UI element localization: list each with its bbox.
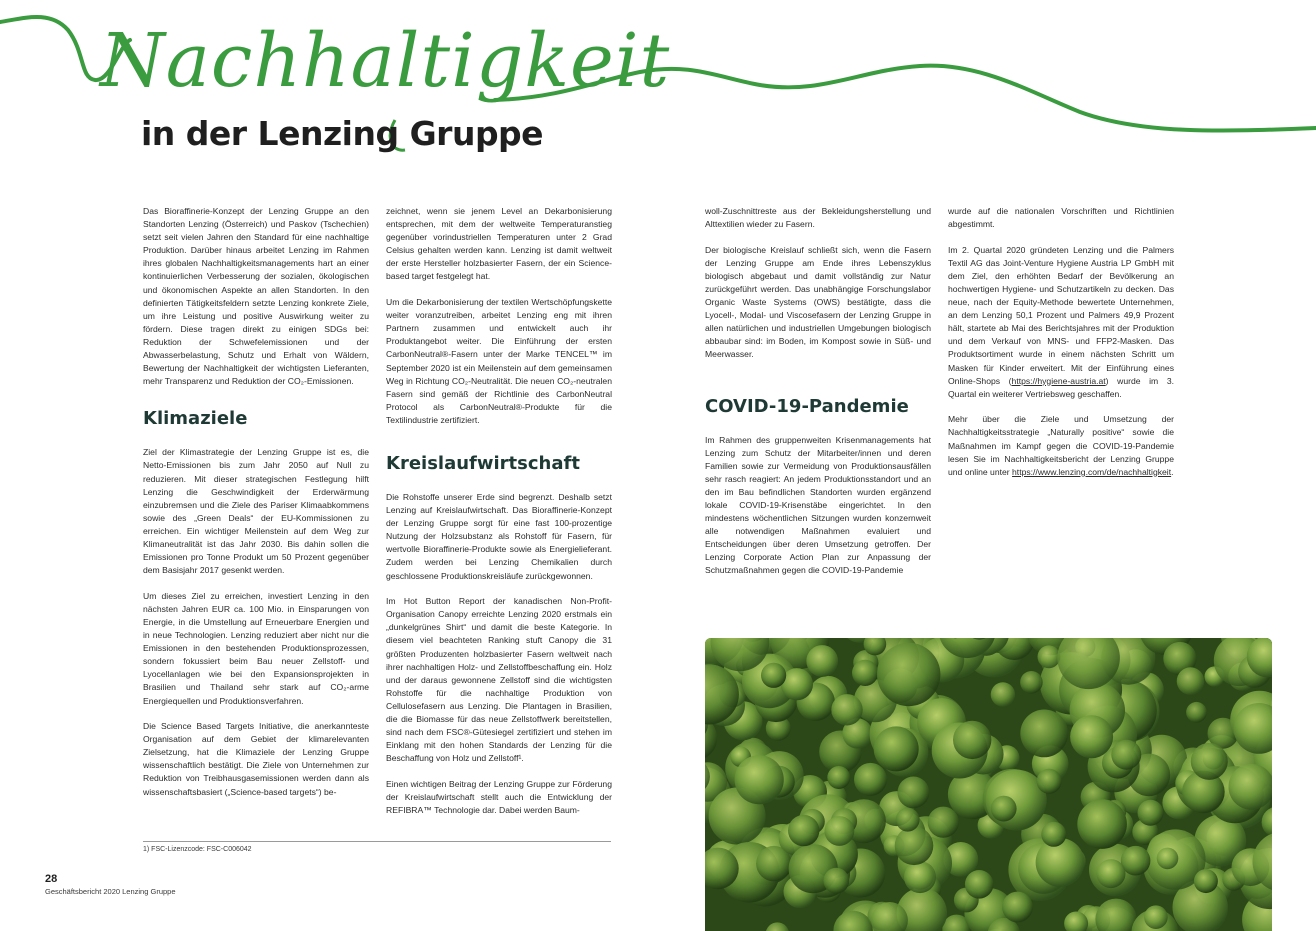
script-title: Nachhaltigkeit <box>100 18 671 104</box>
heading-kreislaufwirtschaft: Kreislaufwirtschaft <box>386 453 580 474</box>
heading-klimaziele: Klimaziele <box>143 408 248 430</box>
forest-aerial-photo <box>705 638 1272 931</box>
paragraph <box>948 244 1174 401</box>
paragraph: woll-Zuschnittreste aus der Bekleidungsherstellung und Alttextilien wieder zu Fasern. <box>705 206 931 230</box>
text-column-1 <box>143 205 369 811</box>
paragraph: wurde auf die nationalen Vorschriften und Richtlinien abgestimmt. <box>948 206 1174 230</box>
lenzing-sustainability-link[interactable]: https://www.lenzing.com/de/nachhaltigkeit <box>1012 466 1172 477</box>
text: Mehr über die Ziele und Umsetzung der Nachhaltigkeitsstrategie „Naturally positive“ sowie die Maßnahmen im Kampf gegen die COVID-19-Pandemie lesen Sie im Nachhaltigkeitsbericht der Lenzing Gruppe und online unter <box>948 414 1174 477</box>
page-title: in der Lenzing Gruppe <box>141 114 544 153</box>
heading-covid: COVID-19-Pandemie <box>705 395 909 417</box>
forest-canopy-image <box>705 638 1272 931</box>
paragraph: Die Science Based Targets Initiative, die anerkannteste Organisation auf dem Gebiet der klimarelevanten Zielsetzung, hat die Klimaziele der Lenzing Gruppe wissenschaftlich bestätigt. Die Ziele von Unternehmen zur Reduktion von Treibhausgasemissionen werden dann als wissenschaftsbasiert („Science-based targets“) be- <box>143 721 369 797</box>
paragraph <box>948 413 1174 478</box>
paragraph: Im Rahmen des gruppenweiten Krisenmanagements hat Lenzing zum Schutz der Mitarbeiter/innen und deren Familien sowie zur Vermeidung von Produktionsausfällen sehr rasch reagiert: An jedem Produktionsstandort und an den im Bau befindlichen Standorten wurden ergänzend lokale COVID-19-Krisenstäbe eingerichtet. In den mindestens wöchentlichen Sitzungen wurden konzernweit alle notwendigen Maßnahmen evaluiert und Entscheidungen über deren Umsetzung getroffen. Der Lenzing Corporate Action Plan zur Anpassung der Schutzmaßnahmen gegen die COVID-19-Pandemie <box>705 434 931 576</box>
text-column-4 <box>948 205 1174 491</box>
page-label: Geschäftsbericht 2020 Lenzing Gruppe <box>45 887 176 896</box>
paragraph: Einen wichtigen Beitrag der Lenzing Gruppe zur Förderung der Kreislaufwirtschaft stellt auch die Entwicklung der REFIBRA™ Technologie dar. Dabei werden Baum- <box>386 778 612 816</box>
paragraph: Der biologische Kreislauf schließt sich, wenn die Fasern der Lenzing Gruppe am Ende ihres Lebenszyklus biologisch abgebaut und damit vollständig zur Natur zurückgeführt werden. Das unabhängige Forschungslabor Organic Waste Systems (OWS) bestätigte, dass die Lyocell-, Modal- und Viscosefasern der Lenzing Gruppe in allen natürlichen und industriellen Umgebungen biologisch abbaubar sind: im Boden, im Kompost sowie in Süß- und Meerwasser. <box>705 244 931 360</box>
paragraph: Ziel der Klimastrategie der Lenzing Gruppe ist es, die Netto-Emissionen bis zum Jahr 2050 auf Null zu reduzieren. Mit dieser strategischen Festlegung hilft Lenzing die Geschwindigkeit der Erderwärmung einzubremsen und die Ziele des Pariser Klimaabkommens sowie des „Green Deals“ der EU-Kommissionen zu erreichen. Ein wichtiger Meilenstein auf dem Weg zur Klimaneutralität ist das Jahr 2030. Bis dahin sollen die Emissionen pro Tonne Produkt um 50 Prozent gegenüber dem Basisjahr 2017 gesenkt werden. <box>143 447 369 576</box>
text-column-3 <box>705 205 931 590</box>
text: Im 2. Quartal 2020 gründeten Lenzing und die Palmers Textil AG das Joint-Venture Hygiene Austria LP GmbH mit dem Ziel, den erhöhten Bedarf der Bevölkerung an hochwertigen Hygiene- und Schutzartikeln zu decken. Das neue, nach der Equity-Methode bewertete Unternehmen, an dem Lenzing 50,1 Prozent und Palmers 49,9 Prozent hält, startete ab Mai des Berichtsjahres mit der Produktion und dem Verkauf von MNS- und FFP2-Masken. Das Produktsortiment wurde in einem nächsten Schritt um Masken für Kinder erweitert. Mit der Einführung eines Online-Shops ( <box>948 244 1174 386</box>
paragraph: Im Hot Button Report der kanadischen Non-Profit-Organisation Canopy erreichte Lenzing 2020 erstmals ein „dunkelgrünes Shirt“ und damit die beste Kategorie. In diesem viel beachteten Ranking stuft Canopy die 31 größten Produzenten holzbasierter Fasern weltweit nach ihrer nachhaltigen Holz- und Zellstoffbeschaffung ein. Holz und der daraus gewonnene Zellstoff sind die wichtigsten Rohstoffe für die nachhaltige Produktion von Cellulosefasern aus Lenzing. Die Plantagen in Brasilien, die die Biomasse für das neue Zellstoffwerk bereitstellen, sind nach dem FSC®-Gütesiegel zertifiziert und stehen im Einklang mit den hohen Standards der Lenzing für die Beschaffung von Holz und Zellstoff¹. <box>386 596 612 764</box>
footnote: 1) FSC-Lizenzcode: FSC-C006042 <box>143 846 252 853</box>
text-column-2 <box>386 205 612 830</box>
footnote-divider <box>143 841 611 842</box>
intro-paragraph: Das Bioraffinerie-Konzept der Lenzing Gruppe an den Standorten Lenzing (Österreich) und Paskov (Tschechien) setzt seit vielen Jahren den Standard für eine nachhaltige Produktion. Darüber hinaus arbeitet Lenzing im Rahmen ihres globalen Nachhaltigkeitsmanagements hart an einer kontinuierlichen Verbesserung der sozialen, ökologischen und ökonomischen Aspekte an allen Standorten. In den definierten Tätigkeitsfeldern setzte Lenzing konkrete Ziele, um ihre Leistung und positive Auswirkung weiter zu fördern. Diese tragen direkt zu einigen SDGs bei: Reduktion der Schwefelemissionen und der Abwasserbelastung, Schutz und Erhalt von Wäldern, Bewertung der Nachhaltigkeit der wichtigsten Lieferanten, mehr Transparenz und Reduktion der CO₂-Emissionen. <box>143 206 369 387</box>
text: . <box>1171 466 1174 477</box>
paragraph: zeichnet, wenn sie jenem Level an Dekarbonisierung entsprechen, mit dem der weltweite Temperaturanstieg gegenüber vorindustriellen Temperaturen unter 2 Grad Celsius gehalten werden kann. Lenzing ist damit weltweit der erste Hersteller holzbasierter Fasern, der ein Science-based target festgelegt hat. <box>386 206 612 282</box>
hygiene-austria-link[interactable]: https://hygiene-austria.at <box>1011 375 1106 386</box>
page-number: 28 <box>45 873 58 885</box>
paragraph: Um dieses Ziel zu erreichen, investiert Lenzing in den nächsten Jahren EUR ca. 100 Mio. in Einsparungen von Energie, in die Umstellung auf Erneuerbare Energien und in neue Technologien. Lenzing reduziert aber nicht nur die Emissionen in den bestehenden Produktionsprozessen, sondern fokussiert beim Bau neuer Zellstoff- und Lyocellanlagen wie bei den Expansionsprojekten in Brasilien und Thailand sehr stark auf CO₂-arme Energiequellen und Produktionsverfahren. <box>143 590 369 706</box>
paragraph: Um die Dekarbonisierung der textilen Wertschöpfungskette weiter voranzutreiben, arbeitet Lenzing eng mit ihren Partnern zusammen und entwickelt auch ihr Produktangebot weiter. Die Einführung der ersten CarbonNeutral®-Fasern unter der Marke TENCEL™ im September 2020 ist ein Meilenstein auf dem gemeinsamen Weg in Richtung CO₂-Neutralität. Die neuen CO₂-neutralen Fasern sind gemäß der Richtlinie des CarbonNeutral Protocol als CarbonNeutral®-Produkte für die Textilindustrie zertifiziert. <box>386 297 612 425</box>
paragraph: Die Rohstoffe unserer Erde sind begrenzt. Deshalb setzt Lenzing auf Kreislaufwirtschaft. Das Bioraffinerie-Konzept der Lenzing Gruppe sorgt für eine fast 100-prozentige Nutzung der Holzsubstanz als Rohstoff für Fasern, für wertvolle Bioraffinerie-Produkte sowie als Energielieferant. Zudem werden bei Lenzing Chemikalien durch geschlossene Produktionskreisläufe zurückgewonnen. <box>386 492 612 581</box>
text: ) wurde im 3. Quartal ein weiterer Vertriebsweg geschaffen. <box>948 375 1174 399</box>
